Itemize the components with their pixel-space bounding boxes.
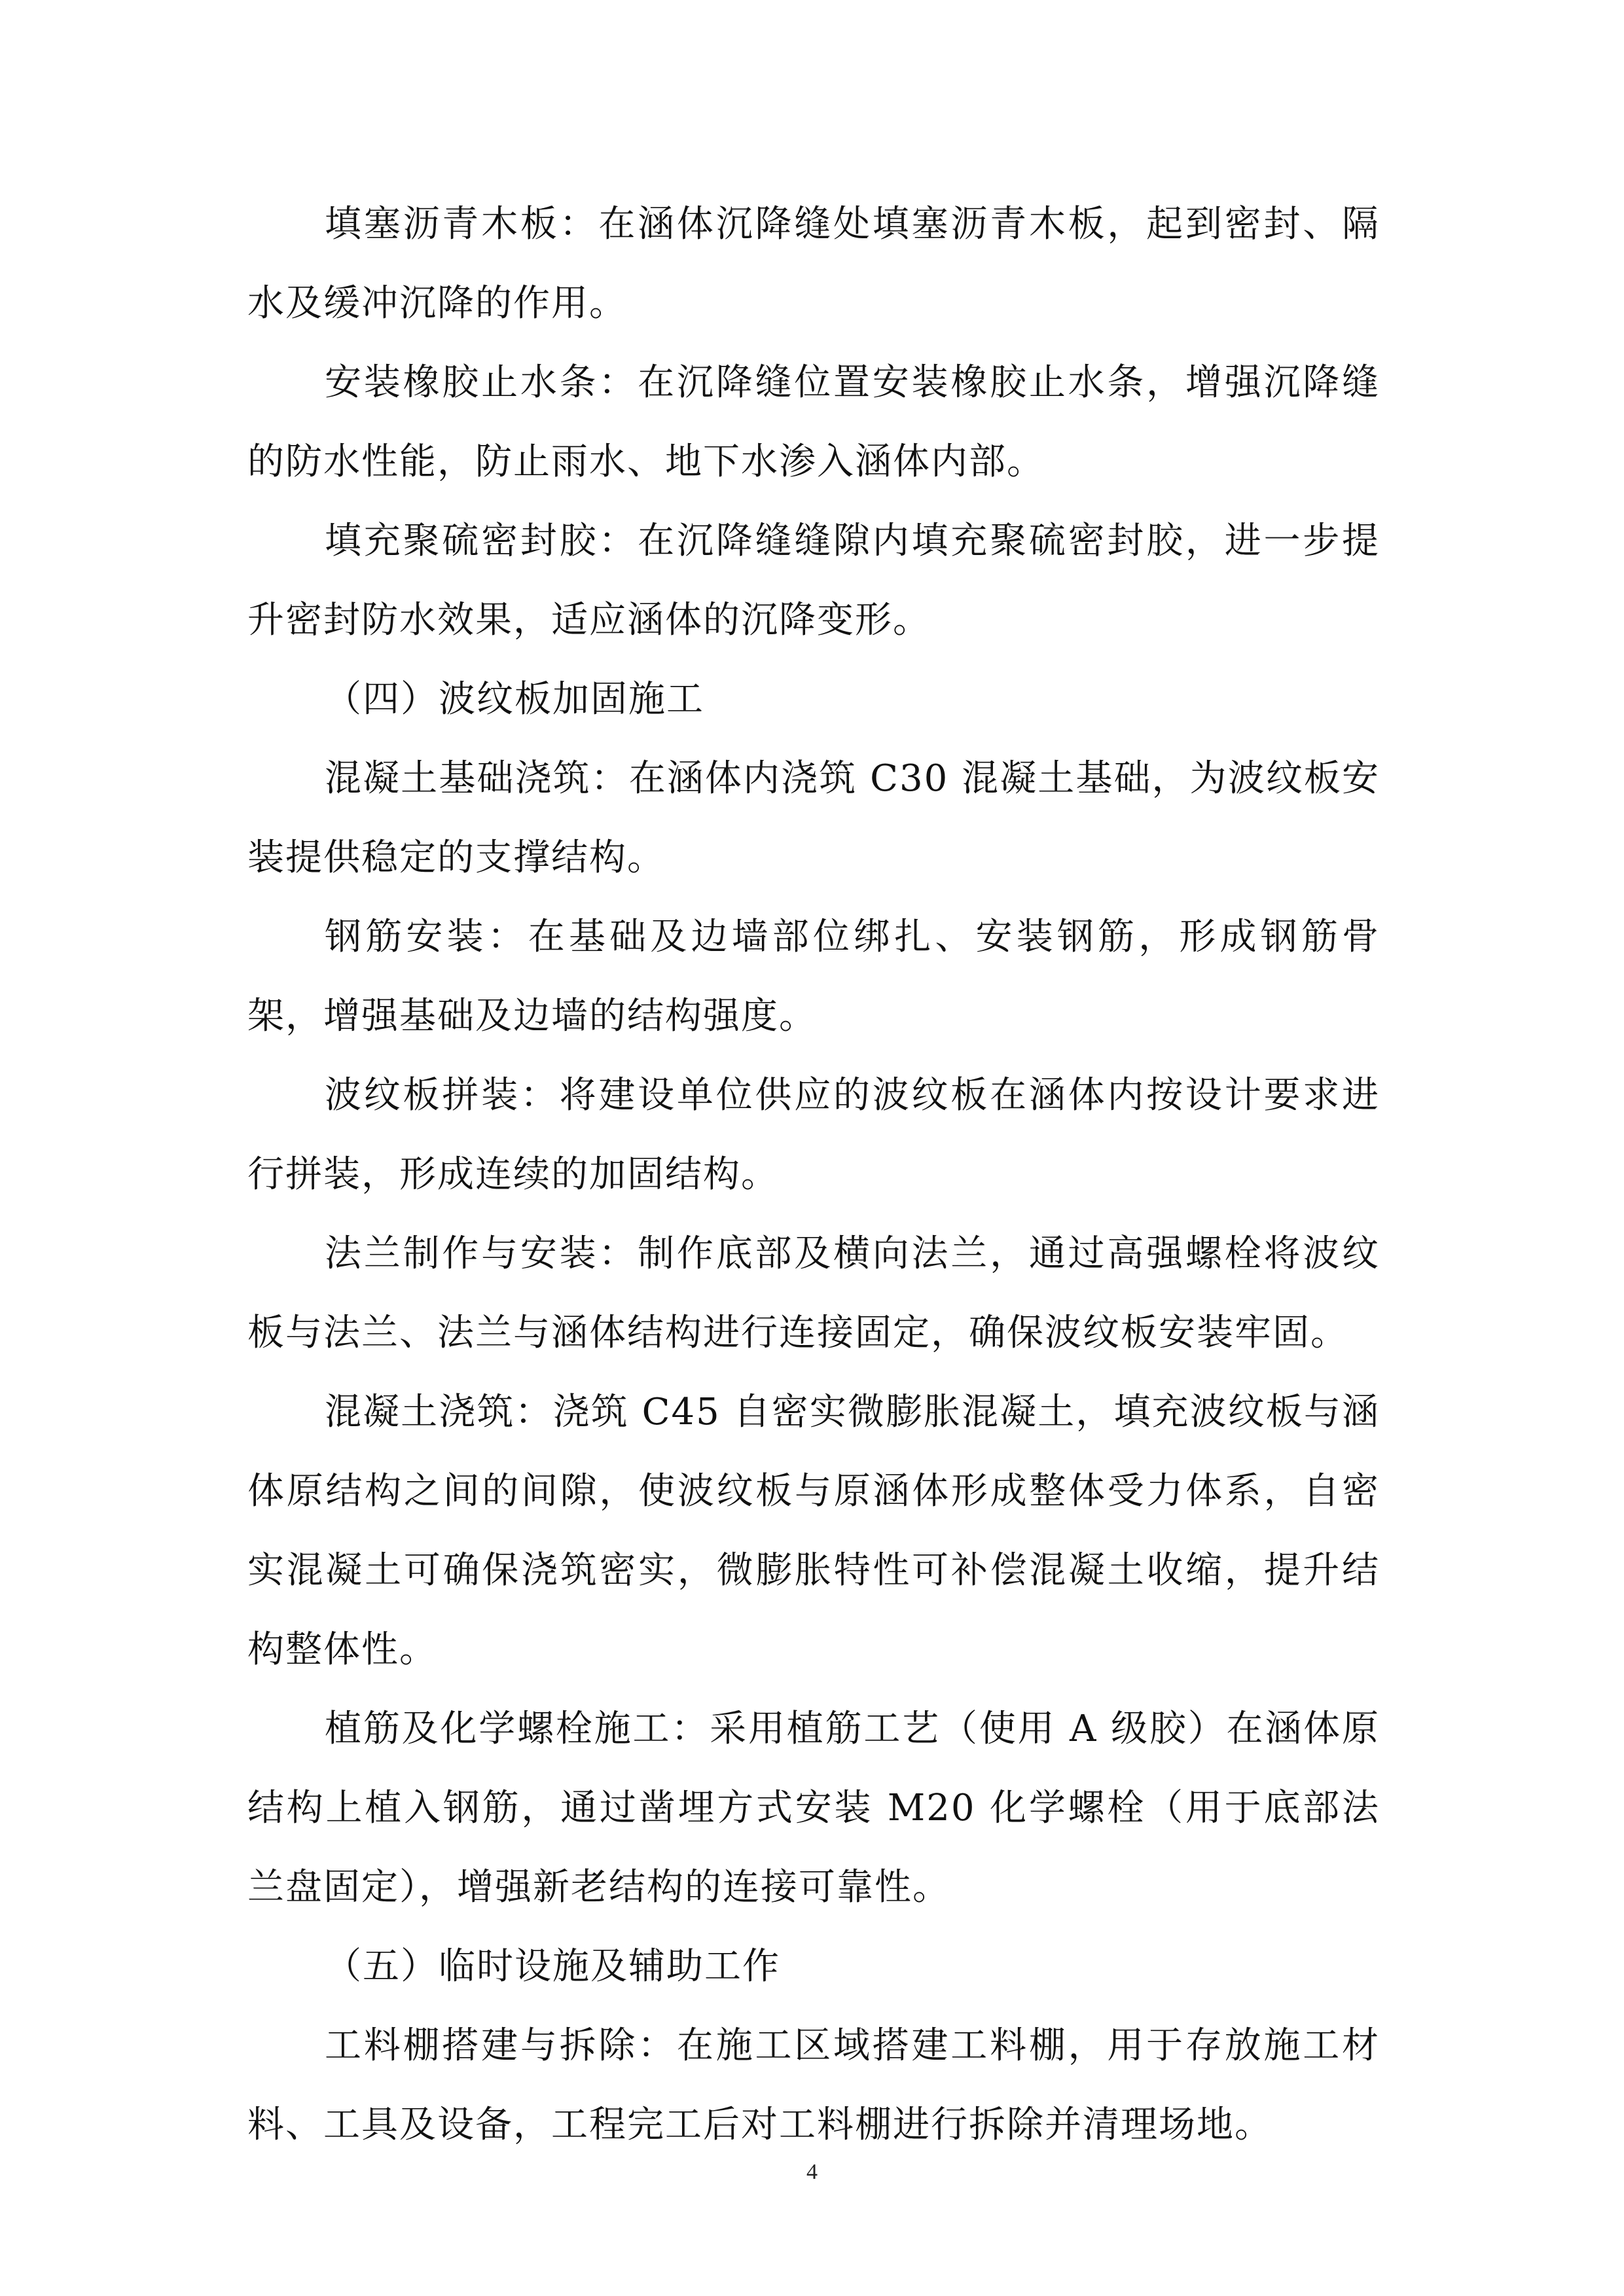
body-text (247, 185, 1380, 2164)
paragraph-asphalt-board: 填塞沥青木板：在涵体沉降缝处填塞沥青木板，起到密封、隔水及缓冲沉降的作用。 (247, 203, 1380, 325)
paragraph-concrete-pouring: 混凝土浇筑：浇筑 C45 自密实微膨胀混凝土，填充波纹板与涵体原结构之间的间隙，使波纹板与原涵体形成整体受力体系，自密实混凝土可确保浇筑密实，微膨胀特性可补偿混凝土收缩，提升结构整体性。 (247, 1391, 1380, 1671)
paragraph-corrugated-plate-assembly: 波纹板拼装：将建设单位供应的波纹板在涵体内按设计要求进行拼装，形成连续的加固结构。 (247, 1074, 1380, 1196)
section-heading-5: （五）临时设施及辅助工作 (325, 1945, 780, 1988)
page-number: 4 (806, 2160, 818, 2184)
paragraph-rebar-installation: 钢筋安装：在基础及边墙部位绑扎、安装钢筋，形成钢筋骨架，增强基础及边墙的结构强度。 (247, 916, 1380, 1037)
paragraph-polysulfide-sealant: 填充聚硫密封胶：在沉降缝缝隙内填充聚硫密封胶，进一步提升密封防水效果，适应涵体的沉降变形。 (247, 520, 1380, 641)
paragraph-chemical-anchor: 植筋及化学螺栓施工：采用植筋工艺（使用 A 级胶）在涵体原结构上植入钢筋，通过凿埋方式安装 M20 化学螺栓（用于底部法兰盘固定），增强新老结构的连接可靠性。 (247, 1708, 1380, 1909)
paragraph-rubber-waterstop: 安装橡胶止水条：在沉降缝位置安装橡胶止水条，增强沉降缝的防水性能，防止雨水、地下水渗入涵体内部。 (247, 361, 1380, 483)
paragraph-flange-installation: 法兰制作与安装：制作底部及横向法兰，通过高强螺栓将波纹板与法兰、法兰与涵体结构进行连接固定，确保波纹板安装牢固。 (247, 1232, 1380, 1354)
section-heading-4: （四）波纹板加固施工 (325, 678, 704, 721)
paragraph-concrete-foundation: 混凝土基础浇筑：在涵体内浇筑 C30 混凝土基础，为波纹板安装提供稳定的支撑结构。 (247, 757, 1380, 879)
paragraph-material-shed: 工料棚搭建与拆除：在施工区域搭建工料棚，用于存放施工材料、工具及设备，工程完工后对工料棚进行拆除并清理场地。 (247, 2024, 1380, 2146)
